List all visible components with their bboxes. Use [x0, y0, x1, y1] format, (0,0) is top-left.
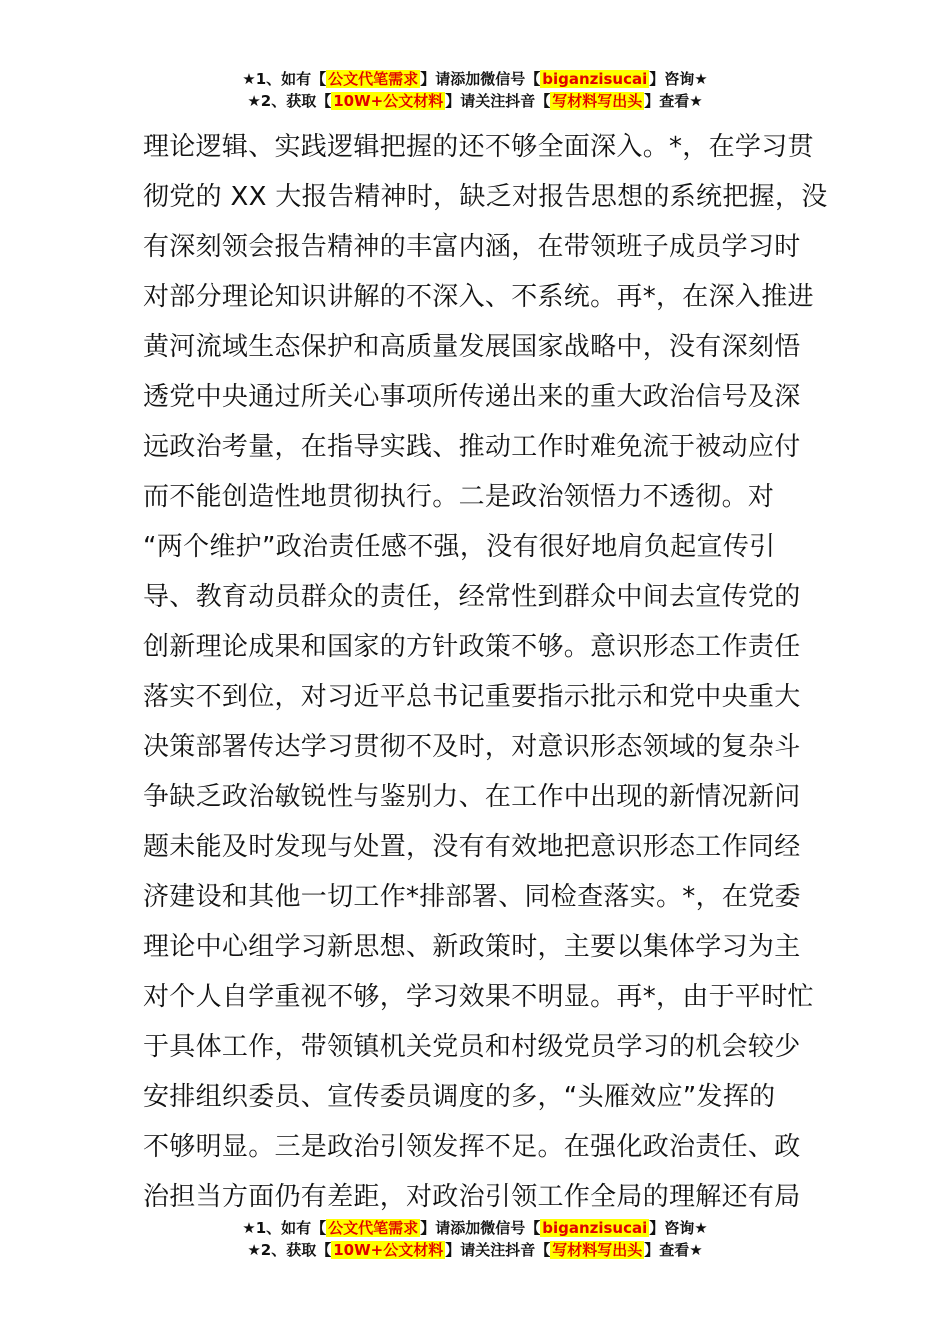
text-line: 远政治考量，在指导实践、推动工作时难免流于被动应付 [143, 432, 801, 462]
text-line: 黄河流域生态保护和高质量发展国家战略中，没有深刻悟 [143, 332, 801, 362]
document-body [143, 122, 828, 1222]
text-line: 创新理论成果和国家的方针政策不够。意识形态工作责任 [143, 632, 801, 662]
text-line: 理论中心组学习新思想、新政策时，主要以集体学习为主 [143, 932, 801, 962]
text-line: 对部分理论知识讲解的不深入、不系统。再*，在深入推进 [143, 282, 814, 312]
text-line: 济建设和其他一切工作*排部署、同检查落实。*，在党委 [143, 882, 801, 912]
highlight-materials: 10W+公文材料 [333, 92, 444, 110]
banner-line-2: ★2、获取【 10W+公文材料 】请关注抖音【 写材料写出头 】查看★ [247, 92, 703, 110]
highlight-douyin: 写材料写出头 [552, 1241, 643, 1259]
text-line: 落实不到位，对习近平总书记重要指示批示和党中央重大 [143, 682, 801, 712]
text-line: 理论逻辑、实践逻辑把握的还不够全面深入。*，在学习贯 [143, 132, 814, 162]
text-line: 争缺乏政治敏锐性与鉴别力、在工作中出现的新情况新问 [143, 782, 801, 812]
text-line: 治担当方面仍有差距，对政治引领工作全局的理解还有局 [143, 1182, 801, 1212]
text-line: 而不能创造性地贯彻执行。二是政治领悟力不透彻。对 [143, 482, 775, 512]
highlight-service: 公文代笔需求 [328, 70, 419, 88]
text-line: 于具体工作，带领镇机关党员和村级党员学习的机会较少 [143, 1032, 801, 1062]
text-line: 对个人自学重视不够，学习效果不明显。再*，由于平时忙 [143, 982, 814, 1012]
header-banner [0, 68, 950, 112]
highlight-douyin: 写材料写出头 [552, 92, 643, 110]
highlight-materials: 10W+公文材料 [333, 1241, 444, 1259]
text-line: 决策部署传达学习贯彻不及时，对意识形态领域的复杂斗 [143, 732, 801, 762]
text-line: “两个维护”政治责任感不强，没有很好地肩负起宣传引 [143, 532, 776, 562]
text-line: 彻党的 XX 大报告精神时，缺乏对报告思想的系统把握，没 [143, 182, 828, 212]
highlight-wechat-id: biganzisucai [542, 70, 648, 88]
highlight-wechat-id: biganzisucai [542, 1219, 648, 1237]
text-line: 安排组织委员、宣传委员调度的多，“头雁效应”发挥的 [143, 1082, 776, 1112]
text-line: 导、教育动员群众的责任，经常性到群众中间去宣传党的 [143, 582, 801, 612]
text-line: 不够明显。三是政治引领发挥不足。在强化政治责任、政 [143, 1132, 801, 1162]
banner-line-1: ★1、如有【 公文代笔需求 】请添加微信号【 biganzisucai 】咨询★ [242, 70, 708, 88]
text-line: 题未能及时发现与处置，没有有效地把意识形态工作同经 [143, 832, 801, 862]
banner-line-1: ★1、如有【 公文代笔需求 】请添加微信号【 biganzisucai 】咨询★ [242, 1219, 708, 1237]
text-line: 有深刻领会报告精神的丰富内涵，在带领班子成员学习时 [143, 232, 801, 262]
highlight-service: 公文代笔需求 [328, 1219, 419, 1237]
text-line: 透党中央通过所关心事项所传递出来的重大政治信号及深 [143, 382, 801, 412]
footer-banner [0, 1217, 950, 1261]
banner-line-2: ★2、获取【 10W+公文材料 】请关注抖音【 写材料写出头 】查看★ [247, 1241, 703, 1259]
